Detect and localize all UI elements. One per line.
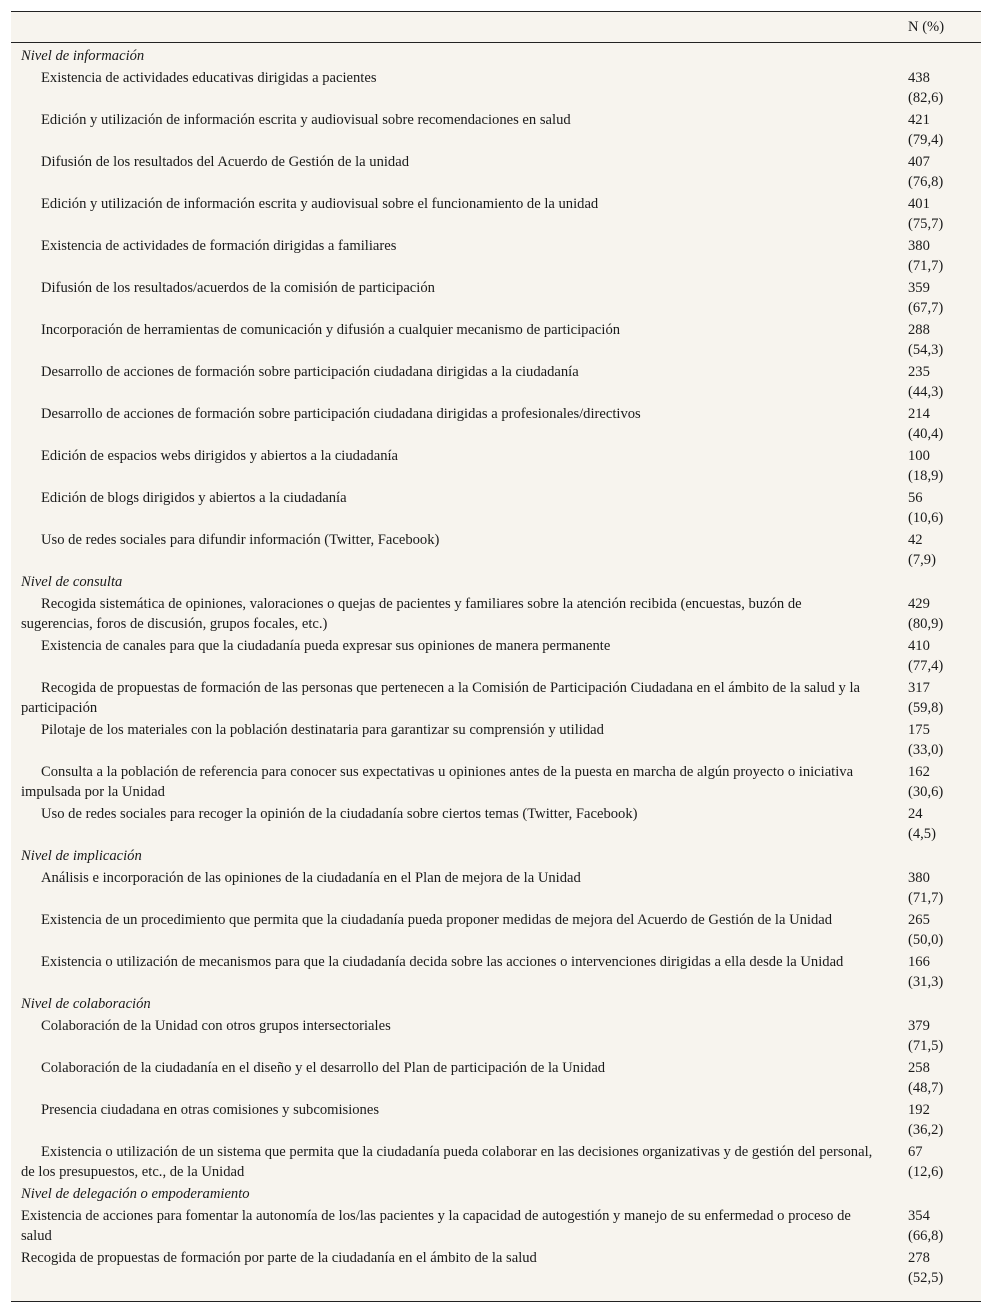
row-label: Existencia de acciones para fomentar la autonomía de los/las pacientes y la capacidad de autogestión y manejo de su enfermedad o proceso de salud (21, 1208, 851, 1244)
section-title: Nivel de información (21, 48, 145, 64)
row-label: Existencia de actividades educativas dirigidas a pacientes (41, 70, 377, 86)
row-count: 380 (908, 870, 930, 886)
row-value (908, 110, 968, 150)
row-label: Edición de blogs dirigidos y abiertos a la ciudadanía (41, 490, 347, 506)
row-value (908, 910, 968, 950)
row-percent: (77,4) (908, 658, 944, 674)
row-count: 100 (908, 448, 930, 464)
table-row (11, 194, 981, 236)
table-row (11, 446, 981, 488)
row-value (908, 488, 968, 528)
row-percent: (31,3) (908, 974, 944, 990)
table-row (11, 1058, 981, 1100)
row-percent: (48,7) (908, 1080, 944, 1096)
section-header (11, 846, 981, 868)
table-row (11, 594, 981, 636)
row-count: 438 (908, 70, 930, 86)
row-value (908, 1142, 968, 1182)
row-count: 258 (908, 1060, 930, 1076)
section-title: Nivel de delegación o empoderamiento (21, 1186, 250, 1202)
row-value (908, 678, 968, 718)
row-value (908, 1100, 968, 1140)
table-row (11, 1248, 981, 1290)
row-label: Uso de redes sociales para recoger la opinión de la ciudadanía sobre ciertos temas (Twitter, Facebook) (41, 806, 638, 822)
row-percent: (54,3) (908, 342, 944, 358)
row-count: 421 (908, 112, 930, 128)
table-row (11, 152, 981, 194)
table-row (11, 320, 981, 362)
row-value (908, 636, 968, 676)
row-percent: (4,5) (908, 826, 936, 842)
row-value (908, 804, 968, 844)
row-count: 429 (908, 596, 930, 612)
row-percent: (44,3) (908, 384, 944, 400)
row-percent: (12,6) (908, 1164, 944, 1180)
table-row (11, 68, 981, 110)
table-body (11, 43, 981, 1290)
row-percent: (75,7) (908, 216, 944, 232)
table-row (11, 868, 981, 910)
table-header (11, 12, 981, 43)
row-label: Colaboración de la ciudadanía en el diseño y el desarrollo del Plan de participación de la Unidad (41, 1060, 606, 1076)
row-value (908, 194, 968, 234)
row-value (908, 594, 968, 634)
row-label: Existencia o utilización de un sistema que permita que la ciudadanía pueda colaborar en las decisiones organizativas y de gestión del personal, de los presupuestos, etc., de la Unidad (21, 1144, 873, 1180)
row-value (908, 1206, 968, 1246)
table-row (11, 488, 981, 530)
row-count: 278 (908, 1250, 930, 1266)
row-percent: (40,4) (908, 426, 944, 442)
row-label: Edición y utilización de información escrita y audiovisual sobre recomendaciones en salud (41, 112, 571, 128)
row-percent: (79,4) (908, 132, 944, 148)
row-value (908, 530, 968, 570)
row-label: Existencia de un procedimiento que permita que la ciudadanía pueda proponer medidas de mejora del Acuerdo de Gestión de la Unidad (41, 912, 833, 928)
row-percent: (30,6) (908, 784, 944, 800)
row-label: Existencia de actividades de formación dirigidas a familiares (41, 238, 397, 254)
row-count: 265 (908, 912, 930, 928)
row-label: Recogida sistemática de opiniones, valoraciones o quejas de pacientes y familiares sobre la atención recibida (encuestas, buzón de sugerencias, foros de discusión, grupos focales, etc.) (21, 596, 802, 632)
row-count: 401 (908, 196, 930, 212)
table-row (11, 1206, 981, 1248)
table-row (11, 1100, 981, 1142)
row-label: Presencia ciudadana en otras comisiones y subcomisiones (41, 1102, 380, 1118)
row-count: 56 (908, 490, 923, 506)
row-percent: (59,8) (908, 700, 944, 716)
row-label: Existencia de canales para que la ciudadanía pueda expresar sus opiniones de manera permanente (41, 638, 611, 654)
row-percent: (71,7) (908, 258, 944, 274)
row-count: 24 (908, 806, 923, 822)
row-label: Recogida de propuestas de formación de las personas que pertenecen a la Comisión de Participación Ciudadana en el ámbito de la salud y la participación (21, 680, 861, 716)
section-header (11, 1184, 981, 1206)
table-row (11, 952, 981, 994)
row-percent: (82,6) (908, 90, 944, 106)
row-value (908, 868, 968, 908)
row-label: Edición de espacios webs dirigidos y abiertos a la ciudadanía (41, 448, 399, 464)
table-row (11, 720, 981, 762)
row-percent: (67,7) (908, 300, 944, 316)
participation-table (11, 11, 981, 1302)
row-percent: (33,0) (908, 742, 944, 758)
table-row (11, 678, 981, 720)
table-row (11, 804, 981, 846)
row-label: Difusión de los resultados/acuerdos de la comisión de participación (41, 280, 435, 296)
table-row (11, 636, 981, 678)
row-value (908, 720, 968, 760)
row-count: 192 (908, 1102, 930, 1118)
row-percent: (71,5) (908, 1038, 944, 1054)
row-count: 407 (908, 154, 930, 170)
row-value (908, 404, 968, 444)
row-label: Análisis e incorporación de las opiniones de la ciudadanía en el Plan de mejora de la Unidad (41, 870, 581, 886)
table-row (11, 1142, 981, 1184)
row-count: 354 (908, 1208, 930, 1224)
row-label: Edición y utilización de información escrita y audiovisual sobre el funcionamiento de la unidad (41, 196, 599, 212)
row-label: Pilotaje de los materiales con la población destinataria para garantizar su comprensión y utilidad (41, 722, 604, 738)
row-label: Incorporación de herramientas de comunicación y difusión a cualquier mecanismo de participación (41, 322, 621, 338)
row-percent: (18,9) (908, 468, 944, 484)
row-value (908, 152, 968, 192)
row-value (908, 278, 968, 318)
row-count: 166 (908, 954, 930, 970)
row-count: 42 (908, 532, 923, 548)
row-count: 162 (908, 764, 930, 780)
row-value (908, 1248, 968, 1288)
row-count: 67 (908, 1144, 923, 1160)
section-header (11, 572, 981, 594)
table-row (11, 910, 981, 952)
row-value (908, 446, 968, 486)
row-label: Uso de redes sociales para difundir información (Twitter, Facebook) (41, 532, 440, 548)
row-label: Desarrollo de acciones de formación sobre participación ciudadana dirigidas a la ciudadanía (41, 364, 579, 380)
row-count: 410 (908, 638, 930, 654)
row-percent: (66,8) (908, 1228, 944, 1244)
table-row (11, 404, 981, 446)
row-percent: (80,9) (908, 616, 944, 632)
table-row (11, 236, 981, 278)
row-count: 175 (908, 722, 930, 738)
row-value (908, 952, 968, 992)
row-value (908, 362, 968, 402)
row-count: 380 (908, 238, 930, 254)
table-row (11, 762, 981, 804)
row-value (908, 1016, 968, 1056)
row-count: 317 (908, 680, 930, 696)
row-value (908, 1058, 968, 1098)
table-row (11, 278, 981, 320)
row-value (908, 236, 968, 276)
row-label: Recogida de propuestas de formación por parte de la ciudadanía en el ámbito de la salud (21, 1250, 537, 1266)
section-title: Nivel de implicación (21, 848, 142, 864)
row-percent: (76,8) (908, 174, 944, 190)
section-title: Nivel de consulta (21, 574, 123, 590)
table-row (11, 1016, 981, 1058)
row-value (908, 762, 968, 802)
row-count: 359 (908, 280, 930, 296)
section-header (11, 46, 981, 68)
row-count: 288 (908, 322, 930, 338)
row-label: Colaboración de la Unidad con otros grupos intersectoriales (41, 1018, 391, 1034)
table-row (11, 110, 981, 152)
table-row (11, 362, 981, 404)
row-label: Desarrollo de acciones de formación sobre participación ciudadana dirigidas a profesionales/directivos (41, 406, 641, 422)
row-value (908, 320, 968, 360)
row-percent: (7,9) (908, 552, 936, 568)
row-label: Difusión de los resultados del Acuerdo de Gestión de la unidad (41, 154, 410, 170)
row-percent: (10,6) (908, 510, 944, 526)
column-header-n: N (%) (908, 19, 945, 35)
row-count: 235 (908, 364, 930, 380)
row-count: 214 (908, 406, 930, 422)
row-percent: (52,5) (908, 1270, 944, 1286)
row-count: 379 (908, 1018, 930, 1034)
row-percent: (50,0) (908, 932, 944, 948)
row-label: Existencia o utilización de mecanismos para que la ciudadanía decida sobre las acciones o intervenciones dirigidas a ella desde la Unidad (41, 954, 844, 970)
table-row (11, 530, 981, 572)
row-label: Consulta a la población de referencia para conocer sus expectativas u opiniones antes de la puesta en marcha de algún proyecto o iniciativa impulsada por la Unidad (21, 764, 854, 800)
section-title: Nivel de colaboración (21, 996, 151, 1012)
row-percent: (71,7) (908, 890, 944, 906)
section-header (11, 994, 981, 1016)
row-value (908, 68, 968, 108)
row-percent: (36,2) (908, 1122, 944, 1138)
